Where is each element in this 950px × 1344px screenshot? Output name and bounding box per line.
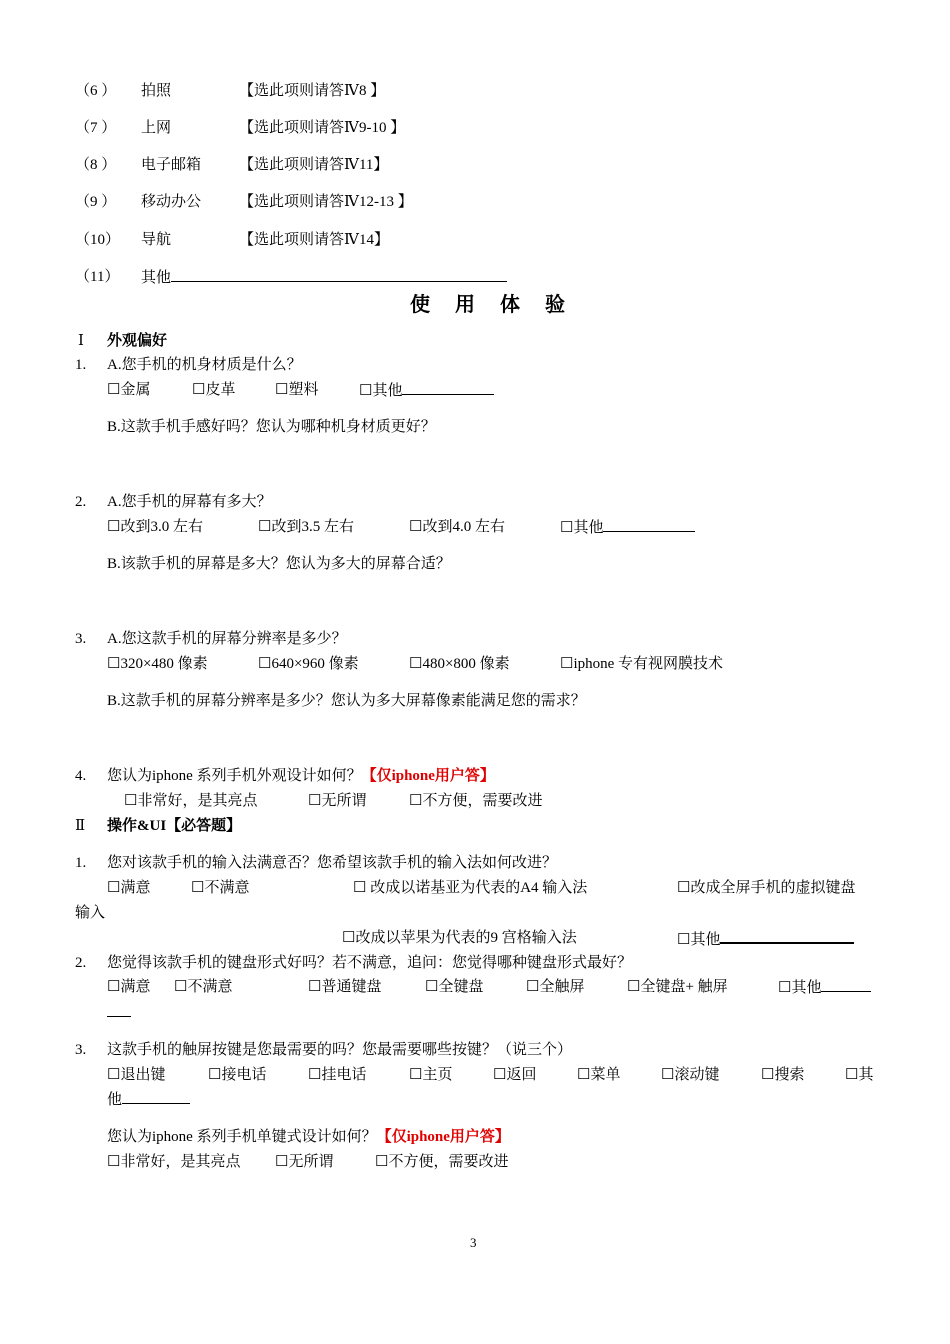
question-text: 您认为iphone 系列手机外观设计如何？【仅iphone用户答】 (107, 768, 495, 784)
purpose-name: 电子邮箱 (141, 157, 202, 173)
checkbox-option[interactable]: ☐菜单 (577, 1067, 621, 1083)
purpose-num: （11） (75, 269, 120, 285)
purpose-name: 移动办公 (141, 194, 202, 210)
question-text: 您认为iphone 系列手机单键式设计如何？【仅iphone用户答】 (107, 1129, 510, 1145)
purpose-name: 拍照 (141, 83, 172, 99)
checkbox-option[interactable]: ☐480×800 像素 (409, 656, 510, 672)
checkbox-option[interactable]: ☐ 改成以诺基亚为代表的A4 输入法 (353, 880, 588, 896)
checkbox-option[interactable]: ☐接电话 (208, 1067, 267, 1083)
other-blank[interactable] (171, 267, 507, 282)
section-heading: 外观偏好 (107, 333, 168, 349)
question-text: B.该款手机的屏幕是多大？您认为多大的屏幕合适？ (107, 556, 451, 572)
question-num: 2. (75, 494, 87, 510)
checkbox-option[interactable]: ☐无所谓 (308, 793, 367, 809)
question-text: A.您手机的机身材质是什么？ (107, 357, 302, 373)
purpose-num: （8 ） (75, 157, 117, 173)
checkbox-option[interactable]: ☐不方便，需要改进 (409, 793, 543, 809)
checkbox-option[interactable]: ☐挂电话 (308, 1067, 367, 1083)
question-text: 您觉得该款手机的键盘形式好吗？若不满意，追问：您觉得哪种键盘形式最好？ (107, 955, 633, 971)
checkbox-option[interactable]: ☐皮革 (192, 382, 236, 398)
checkbox-option[interactable]: ☐无所谓 (275, 1154, 334, 1170)
checkbox-option[interactable]: ☐塑料 (275, 382, 319, 398)
question-text: 这款手机的触屏按键是您最需要的吗？您最需要哪些按键？（说三个） (107, 1042, 573, 1058)
page-number: 3 (470, 1235, 477, 1250)
purpose-other[interactable]: 其他 (141, 267, 507, 288)
question-num: 2. (75, 955, 87, 971)
checkbox-option[interactable]: ☐不方便，需要改进 (375, 1154, 509, 1170)
checkbox-option[interactable]: ☐改成以苹果为代表的9 宫格输入法 (342, 930, 577, 946)
checkbox-option[interactable]: ☐满意 (107, 880, 151, 896)
checkbox-option[interactable]: ☐全触屏 (526, 979, 585, 995)
iphone-only-tag: 【仅iphone用户答】 (376, 1129, 510, 1145)
purpose-hint: 【选此项则请答Ⅳ9-10 】 (239, 120, 406, 136)
checkbox-option[interactable]: ☐非常好，是其亮点 (107, 1154, 241, 1170)
checkbox-option[interactable]: ☐金属 (107, 382, 151, 398)
purpose-num: （10） (75, 232, 121, 248)
question-text: A.您这款手机的屏幕分辨率是多少？ (107, 631, 347, 647)
checkbox-option-other[interactable]: ☐其他 (677, 928, 854, 950)
checkbox-option[interactable]: ☐320×480 像素 (107, 656, 208, 672)
checkbox-option[interactable]: ☐不满意 (174, 979, 233, 995)
checkbox-option[interactable]: ☐返回 (493, 1067, 537, 1083)
purpose-num: （6 ） (75, 83, 117, 99)
question-num: 3. (75, 631, 87, 647)
iphone-only-tag: 【仅iphone用户答】 (361, 768, 495, 784)
purpose-num: （9 ） (75, 194, 117, 210)
checkbox-option[interactable]: ☐改到4.0 左右 (409, 519, 505, 535)
checkbox-option[interactable]: ☐退出键 (107, 1067, 166, 1083)
section-num: Ⅱ (75, 818, 86, 834)
purpose-num: （7 ） (75, 120, 117, 136)
purpose-hint: 【选此项则请答Ⅳ12-13 】 (239, 194, 413, 210)
checkbox-option[interactable]: ☐满意 (107, 979, 151, 995)
checkbox-option-other[interactable]: ☐其他 (560, 517, 695, 538)
checkbox-option-other[interactable]: ☐其他 (778, 977, 871, 998)
checkbox-option-other[interactable]: ☐其他 (359, 380, 494, 401)
purpose-name: 导航 (141, 232, 172, 248)
question-text: 您对该款手机的输入法满意否？您希望该款手机的输入法如何改进？ (107, 855, 558, 871)
wrapped-text: 输入 (75, 905, 106, 921)
checkbox-option[interactable]: ☐640×960 像素 (258, 656, 359, 672)
checkbox-option[interactable]: ☐全键盘+ 触屏 (627, 979, 728, 995)
question-num: 4. (75, 768, 87, 784)
question-num: 3. (75, 1042, 87, 1058)
purpose-hint: 【选此项则请答Ⅳ8 】 (239, 83, 386, 99)
question-num: 1. (75, 855, 87, 871)
other-blank-continuation[interactable] (107, 1002, 131, 1023)
question-num: 1. (75, 357, 87, 373)
purpose-name: 上网 (141, 120, 172, 136)
checkbox-option[interactable]: ☐普通键盘 (308, 979, 382, 995)
checkbox-option[interactable]: ☐主页 (409, 1067, 453, 1083)
question-text: A.您手机的屏幕有多大？ (107, 494, 272, 510)
checkbox-option[interactable]: ☐滚动键 (661, 1067, 720, 1083)
checkbox-option[interactable]: ☐改到3.5 左右 (258, 519, 354, 535)
checkbox-option-other[interactable]: ☐其 (845, 1067, 874, 1083)
checkbox-option[interactable]: ☐改到3.0 左右 (107, 519, 203, 535)
checkbox-option[interactable]: ☐不满意 (191, 880, 250, 896)
purpose-hint: 【选此项则请答Ⅳ14】 (239, 232, 389, 248)
checkbox-option[interactable]: ☐iphone 专有视网膜技术 (560, 656, 724, 672)
question-text: B.这款手机手感好吗？您认为哪种机身材质更好？ (107, 419, 436, 435)
section-heading: 操作&UI【必答题】 (107, 818, 242, 834)
purpose-hint: 【选此项则请答Ⅳ11】 (239, 157, 389, 173)
question-text: B.这款手机的屏幕分辨率是多少？您认为多大屏幕像素能满足您的需求？ (107, 693, 586, 709)
checkbox-option[interactable]: ☐全键盘 (425, 979, 484, 995)
checkbox-option[interactable]: ☐改成全屏手机的虚拟键盘 (677, 880, 856, 896)
section-title: 使 用 体 验 (410, 294, 575, 316)
other-blank[interactable]: 他 (107, 1089, 190, 1110)
section-num: Ⅰ (78, 333, 84, 349)
checkbox-option[interactable]: ☐非常好，是其亮点 (124, 793, 258, 809)
checkbox-option[interactable]: ☐搜索 (761, 1067, 805, 1083)
